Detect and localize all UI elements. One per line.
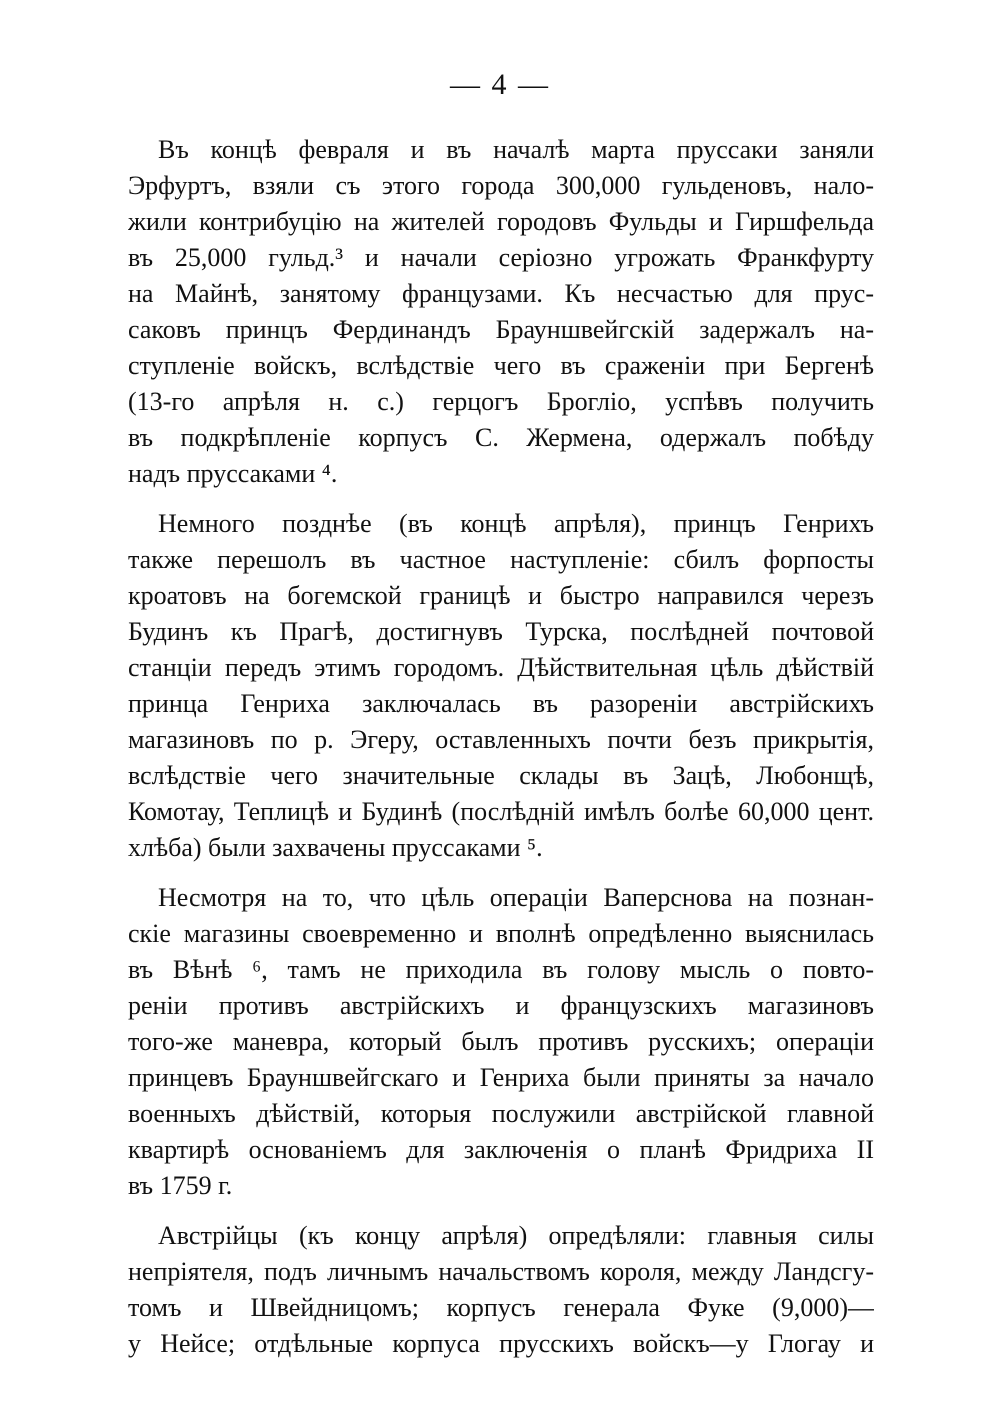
text-line: того-же маневра, который былъ противъ русскихъ; операціи [128,1027,874,1056]
text-line: ступленіе войскъ, вслѣдствіе чего въ сраженіи при Бергенѣ [128,351,874,380]
text-line: Немного позднѣе (въ концѣ апрѣля), принцъ Генрихъ [158,509,874,538]
page-number: — 4 — [450,68,550,101]
text-line: хлѣба) были захвачены пруссаками ⁵. [128,833,543,862]
text-line: Австрійцы (къ концу апрѣля) опредѣляли: главныя силы [158,1221,874,1250]
text-line: также перешолъ въ частное наступленіе: сбилъ форпосты [128,545,874,574]
text-line: реніи противъ австрійскихъ и французскихъ магазиновъ [128,991,874,1020]
text-line: военныхъ дѣйствій, которыя послужили австрійской главной [128,1099,874,1128]
text-line: Несмотря на то, что цѣль операціи Ваперснова на познан- [158,883,874,912]
text-line: принцевъ Брауншвейгскаго и Генриха были приняты за начало [128,1063,874,1092]
text-line: станціи передъ этимъ городомъ. Дѣйствительная цѣль дѣйствій [128,653,874,682]
text-line: магазиновъ по р. Эгеру, оставленныхъ почти безъ прикрытія, [128,725,874,754]
paragraph-1 [128,132,874,492]
text-line: Комотау, Теплицѣ и Будинѣ (послѣдній имѣлъ болѣе 60,000 цент. [128,797,874,826]
text-line: на Майнѣ, занятому французами. Къ несчастью для прус- [128,279,874,308]
paragraph-gap [128,866,874,880]
text-line: (13-го апрѣля н. с.) герцогъ Брогліо, успѣвъ получить [128,387,874,416]
text-line: скіе магазины своевременно и вполнѣ опредѣленно выяснилась [128,919,874,948]
paragraph-gap [128,492,874,506]
text-line: надъ пруссаками ⁴. [128,459,338,488]
paragraph-2 [128,506,874,866]
paragraph-gap [128,1204,874,1218]
text-line: въ Вѣнѣ ⁶, тамъ не приходила въ голову мысль о повто- [128,955,874,984]
text-line: саковъ принцъ Фердинандъ Брауншвейгскій задержалъ на- [128,315,874,344]
paragraph-4 [128,1218,874,1362]
text-line: жили контрибуцію на жителей городовъ Фульды и Гиршфельда [128,207,874,236]
text-line: въ 25,000 гульд.³ и начали серіозно угрожать Франкфурту [128,243,874,272]
paragraph-3 [128,880,874,1204]
text-line: Въ концѣ февраля и въ началѣ марта пруссаки заняли [158,135,874,164]
text-line: у Нейсе; отдѣльные корпуса прусскихъ войскъ—у Глогау и [128,1329,874,1358]
text-line: томъ и Швейдницомъ; корпусъ генерала Фуке (9,000)— [128,1293,874,1322]
text-line: Эрфуртъ, взяли съ этого города 300,000 гульденовъ, нало- [128,171,874,200]
body-text [128,132,874,1362]
text-line: принца Генриха заключалась въ разореніи австрійскихъ [128,689,874,718]
text-line: Будинъ къ Прагѣ, достигнувъ Турска, послѣдней почтовой [128,617,874,646]
text-line: кроатовъ на богемской границѣ и быстро направился черезъ [128,581,874,610]
text-line: въ 1759 г. [128,1171,233,1200]
text-line: непріятеля, подъ личнымъ начальствомъ короля, между Ландсгу- [128,1257,874,1286]
text-line: въ подкрѣпленіе корпусъ С. Жермена, одержалъ побѣду [128,423,874,452]
text-line: квартирѣ основаніемъ для заключенія о планѣ Фридриха II [128,1135,874,1164]
text-line: вслѣдствіе чего значительные склады въ Зацѣ, Любонщѣ, [128,761,874,790]
